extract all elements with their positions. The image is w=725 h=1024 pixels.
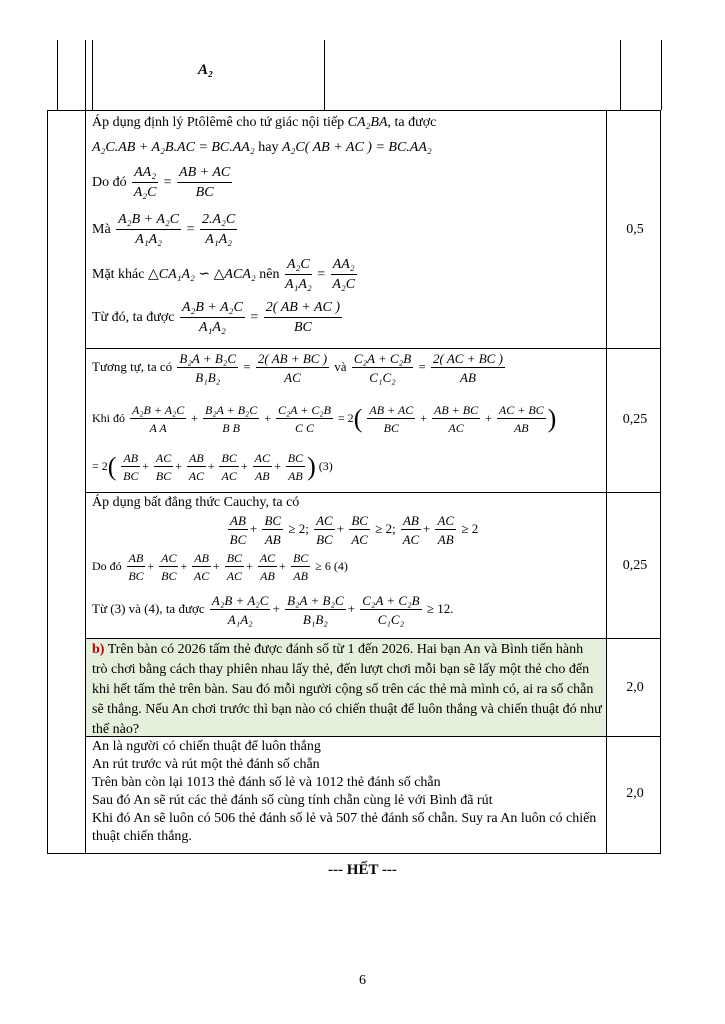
r4-score: 2,0: [626, 680, 644, 695]
r2-g6-num: BC: [287, 451, 304, 465]
r3-a2-den: AB: [264, 532, 281, 547]
r3-a4-den: AC: [351, 532, 368, 547]
question-b-label: b): [92, 642, 105, 657]
r2-g5-num: AC: [254, 451, 270, 465]
r2-tuongtu: Tương tự, ta có: [92, 358, 173, 374]
r1-f6-den: A₂C: [332, 277, 356, 292]
r3-b2-den: BC: [161, 569, 177, 583]
r2-f4-num: 2( AC + BC ): [432, 351, 503, 366]
r1-f8-num: 2( AB + AC ): [264, 301, 342, 318]
r1-f3-den: A₁A₂: [135, 232, 163, 247]
r3-c1-den: A₁A₂: [227, 612, 253, 627]
r3-ge3: ≥ 2: [461, 520, 479, 536]
r1-f7-num: A₂B + A₂C: [180, 301, 245, 318]
r2-g5-den: AB: [254, 469, 270, 483]
r3-c3-den: C₁C₂: [377, 612, 405, 627]
answer-line-4: Sau đó An sẽ rút các thẻ đánh số cùng tính chẵn cùng lẻ với Bình đã rút: [92, 793, 493, 808]
r2-khido: Khi đó: [92, 410, 125, 425]
r3-ge6: ≥ 6 (4): [315, 558, 348, 573]
r2-f9-num: AB + BC: [434, 403, 479, 417]
r1-quad: CA₂BA: [347, 115, 388, 130]
r3-a1-num: AB: [230, 513, 246, 528]
r3-b3-num: AB: [194, 551, 209, 565]
r3-line1: Áp dụng bất đẳng thức Cauchy, ta có: [92, 495, 300, 510]
r1-f3-num: A₂B + A₂C: [116, 213, 181, 230]
r2-f5-num: A₂B + A₂C: [132, 403, 185, 417]
r1-matkhac: Mặt khác: [92, 267, 145, 283]
r1-f5-num: A₂C: [285, 258, 312, 275]
end-marker: --- HẾT ---: [328, 862, 397, 878]
answer-line-1: An là người có chiến thuật để luôn thắng: [92, 739, 321, 754]
r3-c1-num: A₂B + A₂C: [211, 593, 269, 608]
r1-ma: Mà: [92, 222, 111, 238]
r3-b1-den: BC: [128, 569, 144, 583]
r3-score: 0,25: [622, 558, 648, 573]
r2-f10-den: AB: [513, 421, 529, 435]
r2-g3-den: AC: [188, 469, 205, 483]
r2-f2-den: AC: [284, 370, 301, 385]
r3-c3-num: C₂A + C₂B: [362, 593, 420, 608]
r3-dodo: Do đó: [92, 558, 122, 573]
r2-f3-num: C₂A + C₂B: [353, 351, 412, 366]
r3-b3-den: AC: [193, 569, 210, 583]
r2-g4-den: AC: [221, 469, 237, 483]
r2-eq2: = 2: [337, 410, 354, 425]
r1-eq1: A₂C.AB + A₂B.AC = BC.AA₂: [92, 140, 255, 155]
r2-g1-den: BC: [123, 469, 139, 483]
page-number: 6: [359, 973, 366, 988]
r1-f5-den: A₁A₂: [284, 277, 312, 292]
r1-f4-num: 2.A₂C: [200, 213, 237, 230]
r1-f4-den: A₁A₂: [205, 232, 233, 247]
answer-line-2: An rút trước và rút một thẻ đánh số chẵn: [92, 757, 320, 772]
r3-ge12: ≥ 12.: [426, 600, 454, 616]
r1-f8-den: BC: [293, 320, 312, 335]
r3-ge1: ≥ 2;: [288, 520, 309, 536]
top-label-a2: A₂: [198, 62, 214, 78]
answer-line-3: Trên bàn còn lại 1013 thẻ đánh số lẻ và 1012 thẻ đánh số chẵn: [92, 775, 441, 790]
r2-g1-num: AB: [123, 451, 139, 465]
r3-a6-den: AB: [437, 532, 454, 547]
r2-label3: (3): [318, 458, 333, 473]
r2-f3-den: C₁C₂: [369, 370, 396, 385]
r3-b1-num: AB: [128, 551, 144, 565]
r3-b4-num: BC: [226, 551, 243, 565]
r5-score: 2,0: [626, 786, 644, 801]
r1-line1-text: Áp dụng định lý Ptôlêmê cho tứ giác nội tiếp: [92, 115, 348, 130]
r2-f1-num: B₂A + B₂C: [179, 351, 236, 366]
r3-a4-num: BC: [351, 513, 368, 528]
question-b-body: Trên bàn có 2026 tấm thẻ được đánh số từ 1 đến 2026. Hai bạn An và Bình tiến hành trò chơi bằng cách thay phiên nhau lấy thẻ, đến lượt chơi mỗi bạn sẽ lấy một thẻ cho đến khi hết tấm thẻ trên bàn. Sau đó mỗi người cộng số trên các thẻ mà mình có, ai ra số chẵn sẽ thắng. Nếu An chơi trước thì bạn nào có chiến thuật để luôn thắng và chiến thuật đó như thế nào?: [92, 642, 602, 737]
r1-eq2: A₂C( AB + AC ) = BC.AA₂: [281, 140, 432, 155]
r2-f1-den: B₁B₂: [195, 370, 221, 385]
r3-tu34: Từ (3) và (4), ta được: [92, 600, 205, 616]
r3-b6-num: BC: [292, 551, 309, 565]
r3-a5-num: AB: [402, 513, 419, 528]
r3-a6-num: AC: [437, 513, 455, 528]
question-b-text: [92, 640, 602, 740]
r2-f6-den: B B: [222, 421, 240, 435]
r3-b4-den: AC: [226, 569, 243, 583]
r2-g2-den: BC: [155, 469, 172, 483]
r1-similar: △CA₁A₂ ∽ △ACA₂: [147, 267, 256, 283]
r2-eq3: = 2: [92, 458, 108, 473]
r3-c2-num: B₂A + B₂C: [287, 593, 344, 608]
r3-a3-num: AC: [316, 513, 333, 528]
r3-b5-num: AC: [259, 551, 276, 565]
r1-f6-num: AA₂: [331, 258, 357, 275]
r3-ge2: ≥ 2;: [375, 520, 396, 536]
r1-f1-num: AA₂: [132, 166, 158, 183]
r2-f7-num: C₂A + C₂B: [278, 403, 331, 417]
r1-line1-end: , ta được: [387, 115, 437, 130]
r2-f7-den: C C: [294, 421, 314, 435]
r2-va: và: [334, 358, 347, 374]
r2-f4-den: AB: [460, 370, 476, 385]
r3-b5-den: AB: [260, 569, 275, 583]
r3-a2-num: BC: [264, 513, 282, 528]
r2-g6-den: AB: [288, 469, 303, 483]
r2-f2-num: 2( AB + BC ): [257, 351, 328, 366]
r2-g2-num: AC: [155, 451, 172, 465]
r2-f9-den: AC: [448, 421, 464, 435]
r3-b2-num: AC: [161, 551, 177, 565]
r3-b6-den: AB: [293, 569, 308, 583]
r1-f7-den: A₁A₂: [198, 320, 226, 335]
r1-nen: nên: [259, 267, 280, 283]
r3-a1-den: BC: [229, 532, 247, 547]
r2-f10-num: AC + BC: [498, 403, 544, 417]
r1-f1-den: A₂C: [133, 185, 157, 200]
r2-f8-den: BC: [383, 421, 399, 435]
r1-tudo: Từ đó, ta được: [92, 310, 175, 326]
r3-c2-den: B₁B₂: [302, 612, 328, 627]
r1-f2-den: BC: [195, 185, 214, 200]
r2-f5-den: A A: [149, 421, 167, 435]
r1-hay: hay: [254, 140, 282, 155]
r2-score: 0,25: [622, 412, 648, 427]
answer-line-5: Khi đó An sẽ luôn có 506 thẻ đánh số lẻ và 507 thẻ đánh số chẵn. Suy ra An luôn có chiến thuật chiến thắng.: [92, 811, 597, 844]
r3-a5-den: AC: [402, 532, 420, 547]
r3-a3-den: BC: [316, 532, 333, 547]
r2-g4-num: BC: [221, 451, 237, 465]
r1-score: 0,5: [626, 222, 644, 237]
r2-f6-num: B₂A + B₂C: [205, 403, 258, 417]
r2-f8-num: AB + AC: [369, 403, 414, 417]
r1-f2-num: AB + AC: [177, 166, 232, 183]
r1-dodo: Do đó: [92, 175, 127, 191]
r2-g3-num: AB: [189, 451, 204, 465]
